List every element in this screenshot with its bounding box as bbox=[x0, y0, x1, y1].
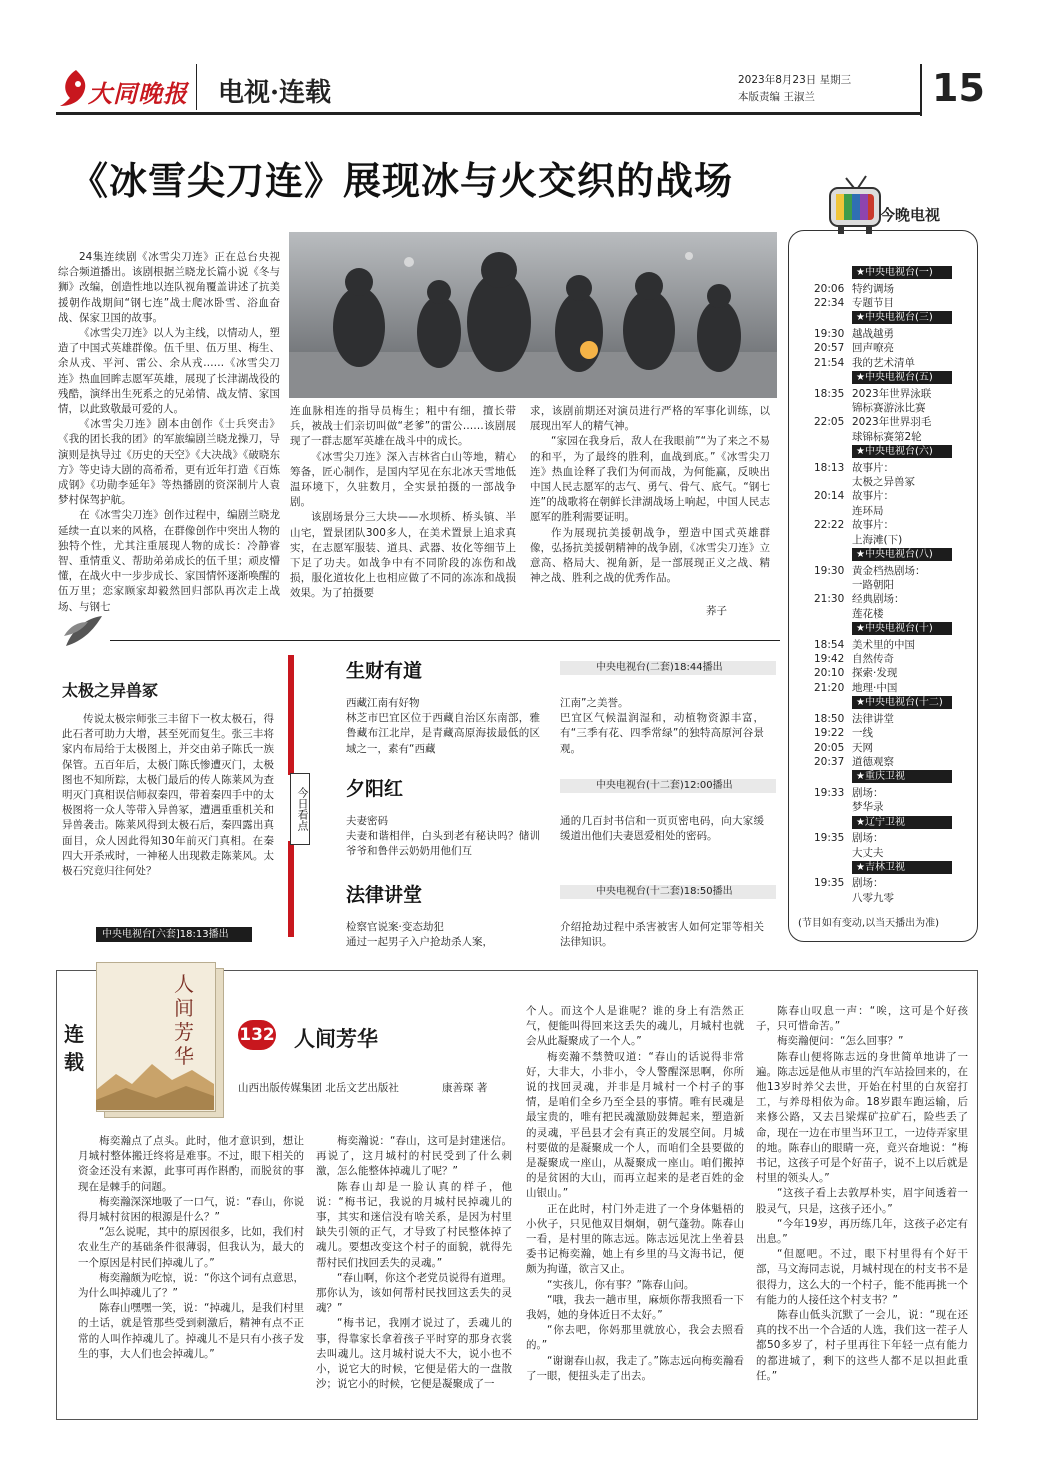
serial-paragraph: “实孩儿，你有事？”陈春山问。 bbox=[547, 1278, 695, 1291]
article-column-3 bbox=[530, 404, 770, 586]
serial-paragraph: 陈春山却是一脸认真的样子，他说：“梅书记，我说的月城村民掉魂儿的事，其实和迷信没有啥关系，是因为村里缺失引领的正气，才导致了村民整体掉了魂儿。要想改变这个村子的面貌，就得先帮村民们找回丢失的灵魂。” bbox=[316, 1180, 512, 1269]
serial-paragraph: “梅书记，我刚才说过了，丢魂儿的事，得靠家长拿着孩子平时穿的那身衣裳去叫魂儿。这月城村说大不大，说小也不小，说它大的时候，它便是偌大的一盘散沙；说它小的时候，它便是凝聚成了一 bbox=[316, 1317, 512, 1391]
serial-paragraph: 个人。而这个人是谁呢？谁的身上有浩然正气，便能叫得回来这丢失的魂儿，月城村也就会从此凝聚成了一个人。” bbox=[526, 1005, 744, 1048]
serial-paragraph: “今年19岁，再历练几年，这孩子必定有出息。” bbox=[756, 1217, 968, 1246]
schedule-time: 19:30 bbox=[814, 564, 845, 577]
schedule-channel-header: ★吉林卫视 bbox=[852, 861, 952, 874]
schedule-time: 21:20 bbox=[814, 681, 845, 694]
schedule-program: 锦标赛游泳比赛 bbox=[852, 401, 926, 414]
schedule-program: 剧场： bbox=[852, 786, 884, 799]
schedule-program: 美术里的中国 bbox=[852, 638, 915, 651]
article-byline: 荞子 bbox=[706, 605, 727, 617]
schedule-time: 18:35 bbox=[814, 387, 845, 400]
pick-text-2a: 夫妻密码 夫妻和谐相伴，白头到老有秘诀吗？储训爷爷和鲁伴云奶奶用他们互 bbox=[346, 815, 540, 858]
schedule-time: 20:37 bbox=[814, 755, 845, 768]
schedule-channel-header: ★中央电视台(十二) bbox=[852, 696, 952, 709]
schedule-time: 21:54 bbox=[814, 356, 845, 369]
drama-still-photo bbox=[289, 232, 777, 398]
page-number: 15 bbox=[932, 66, 985, 110]
article-title: 《冰雪尖刀连》展现冰与火交织的战场 bbox=[70, 158, 734, 203]
article-paragraph: 在《冰雪尖刀连》创作过程中，编剧兰晓龙延续一直以来的风格，在群像创作中突出人物的独特个性，尤其注重展现人物的成长：冷静睿智、重情重义、帮助弟弟成长的伍千里；顽皮懵懂，在战火中一步步成长、家国情怀逐渐唤醒的伍万里；恋家顾家却毅然回归部队再次走上战场、与钢七 bbox=[58, 509, 280, 613]
schedule-program: 连环局 bbox=[852, 504, 884, 517]
masthead-rule bbox=[56, 112, 920, 115]
serial-paragraph: “但愿吧。不过，眼下村里得有个好干部，马文海同志说，月城村现在的村支书不是很得力，这么大的一个村子，能不能再挑一个有能力的人接任这个村支书？” bbox=[756, 1248, 968, 1306]
serial-paragraph: 梅奕瀚说：“春山，这可是封建迷信。再说了，这月城村的村民受到了什么刺激，怎么能整体掉魂儿了呢？” bbox=[316, 1135, 512, 1178]
serial-paragraph: 陈春山叹息一声：“唉，这可是个好孩子，只可惜命苦。” bbox=[756, 1005, 968, 1033]
today-picks-label: 今日看点 bbox=[290, 773, 310, 845]
article-paragraph: 求，该剧前期还对演员进行严格的军事化训练，以展现出军人的精气神。 bbox=[530, 405, 770, 433]
serial-author: 康善琛 著 bbox=[442, 1082, 488, 1094]
logo-flame-icon bbox=[56, 68, 92, 108]
pick-title-2: 夕阳红 bbox=[346, 778, 404, 800]
schedule-program: 2023年世界羽毛 bbox=[852, 416, 932, 429]
today-picks-column-rule bbox=[288, 655, 310, 937]
schedule-program: 黄金档热剧场： bbox=[852, 564, 926, 577]
pick-title-1: 生财有道 bbox=[346, 660, 423, 682]
schedule-program: 梦华录 bbox=[852, 801, 884, 814]
schedule-time: 20:14 bbox=[814, 490, 845, 503]
serial-paragraph: “这孩子看上去敦厚朴实，眉宇间透着一股灵气，只是，这孩子还小。” bbox=[756, 1187, 968, 1215]
schedule-program: 太极之异兽冢 bbox=[852, 476, 915, 488]
article-paragraph: 24集连续剧《冰雪尖刀连》正在总台央视综合频道播出。该剧根据兰晓龙长篇小说《冬与狮》改编，创造性地以连队视角覆盖讲述了抗美援朝作战期间“钢七连”战士爬冰卧雪、浴血奋战、保家卫国的故事。 bbox=[58, 251, 280, 324]
schedule-time: 20:10 bbox=[814, 667, 845, 680]
schedule-program: 地理·中国 bbox=[852, 681, 898, 694]
schedule-program: 2023年世界泳联 bbox=[852, 387, 932, 400]
schedule-channel-header: ★中央电视台(十) bbox=[852, 622, 952, 635]
article-paragraph: 作为展现抗美援朝战争，塑造中国式英雄群像，弘扬抗美援朝精神的战争剧，《冰雪尖刀连》立意高、格局大、视角新，是一部展现正义之战、精神之战、胜利之战的优秀作品。 bbox=[530, 526, 770, 585]
schedule-channel-header: ★重庆卫视 bbox=[852, 770, 952, 783]
schedule-footnote: (节目如有变动,以当天播出为准) bbox=[798, 918, 939, 929]
pick-text-3a: 检察官说案·变态劫犯 通过一起男子入户抢劫杀人案， bbox=[346, 921, 493, 949]
serial-paragraph: “你去吧，你妈那里就放心，我会去照看的。” bbox=[526, 1324, 744, 1352]
schedule-time: 19:42 bbox=[814, 653, 845, 665]
schedule-program: 探索·发现 bbox=[852, 667, 898, 680]
schedule-time: 22:22 bbox=[814, 519, 845, 532]
schedule-program: 大丈夫 bbox=[852, 846, 884, 859]
article-paragraph: 《冰雪尖刀连》深入吉林省白山等地，精心筹备，匠心制作，是国内罕见在东北冰天雪地低温环境下，久驻数月，全实景拍摄的一部战争剧。 bbox=[290, 450, 516, 509]
schedule-time: 19:35 bbox=[814, 832, 845, 845]
serial-paragraph: 正在此时，村门外走进了一个身体魁梧的小伙子，只见他双目炯炯，朝气蓬勃。陈春山一看，是村里的陈志远。陈志远见沈上坐着县委书记梅奕瀚，她上有乡里的马文海书记，便颇为拘谨，欲言又止。 bbox=[526, 1202, 744, 1276]
schedule-channel-header: ★中央电视台(五) bbox=[852, 371, 952, 384]
section-title: 电视·连载 bbox=[218, 78, 332, 108]
serial-paragraph: 梅奕瀚不禁赞叹道：“春山的话说得非常好，大非大，小非小，令人警醒深思啊，你所说的找回灵魂，并非是月城村一个村子的事情，是咱们全乡乃至全县的事情。唯有民魂是最宝贵的，唯有把民魂激励鼓舞起来，塑造新的灵魂，平邑县才会有真正的发展空间。月城村要做的是凝聚成一个人，而咱们全县要做的是凝聚成一座山，从凝聚成一座山。咱们搬掉的是贫困的大山，而再立起来的是老百姓的金山银山。” bbox=[526, 1050, 744, 1200]
schedule-program: 剧场： bbox=[852, 832, 884, 845]
pick-text-1b: 江南”之美誉。 巴宜区气候温润湿和，动植物资源丰富，有“三季有花、四季常绿”的独特高原河谷景观。 bbox=[560, 697, 764, 755]
page-number-divider bbox=[920, 64, 922, 116]
taiji-airtime-bar: 中央电视台[六套]18:13播出 bbox=[96, 927, 252, 942]
schedule-channel-header: ★辽宁卫视 bbox=[852, 816, 952, 829]
schedule-program: 故事片： bbox=[852, 461, 894, 474]
serial-paragraph: 陈春山便将陈志远的身世简单地讲了一遍。陈志远是他从市里的汽车站捡回来的，在他13岁时养父去世，开始在村里的白灰窑打工，与养母相依为命。18岁跟车跑运输，后来修公路，又去吕梁煤矿拉矿石，险些丢了命，现在一边在市里当环卫工，一边侍弄家里的地。陈春山的眼睛一亮，竟兴奋地说：“梅书记，这孩子可是个好苗子，说不上以后就是村里的领头人。” bbox=[756, 1050, 968, 1185]
serial-column-1 bbox=[78, 1134, 304, 1362]
schedule-program: 莲花楼 bbox=[852, 607, 884, 620]
schedule-time: 21:30 bbox=[814, 593, 845, 606]
schedule-channel-header: ★中央电视台(六) bbox=[852, 445, 952, 458]
schedule-time: 19:35 bbox=[814, 877, 845, 890]
article-paragraph: 连血脉相连的指导员梅生；粗中有细，擅长带兵，被战士们亲切叫做“老爹”的雷公……该剧展现了一群志愿军英雄在战斗中的成长。 bbox=[290, 405, 516, 448]
serial-paragraph: 梅奕瀚便问：“怎么回事？” bbox=[777, 1035, 904, 1048]
episode-badge: 132 bbox=[238, 1020, 276, 1050]
article-column-2 bbox=[290, 404, 516, 602]
serial-paragraph: 陈春山低头沉默了一会儿，说：“现在还真的找不出一个合适的人选，我们这一茬子人都50多岁了，村子里再往下年轻一点有能力的都进城了，剩下的这些人都不足以担此重任。” bbox=[756, 1309, 968, 1382]
schedule-program: 球锦标赛第2轮 bbox=[852, 430, 922, 443]
schedule-program: 自然传奇 bbox=[852, 653, 894, 665]
schedule-time: 18:54 bbox=[814, 638, 845, 651]
schedule-program: 回声嘹亮 bbox=[852, 342, 894, 355]
schedule-channel-header: ★中央电视台(三) bbox=[852, 311, 952, 324]
serial-paragraph: 梅奕瀚深深地吸了一口气，说：“春山，你说得月城村贫困的根源是什么？” bbox=[78, 1195, 304, 1224]
article-paragraph: “家园在我身后，敌人在我眼前”“为了来之不易的和平，为了最终的胜利，血战到底。”《冰雪尖刀连》热血诠释了我们为何而战，为何能赢，反映出中国人民志愿军的志气、勇气、骨气、底气。“钢七连”的战歌将在朝鲜长津湖战场上响起，中国人民志愿军的胜利需要证明。 bbox=[530, 435, 770, 524]
schedule-time: 18:50 bbox=[814, 712, 845, 725]
schedule-program: 天网 bbox=[852, 741, 873, 754]
schedule-time: 18:13 bbox=[814, 461, 845, 474]
book-cover bbox=[96, 962, 234, 1118]
schedule-program: 故事片： bbox=[852, 519, 894, 532]
serial-paragraph: 梅奕瀚颇为吃惊，说：“你这个词有点意思，为什么叫掉魂儿了？” bbox=[78, 1271, 304, 1300]
masthead-divider bbox=[196, 64, 197, 110]
schedule-program: 剧场： bbox=[852, 877, 884, 890]
schedule-time: 20:05 bbox=[814, 741, 845, 754]
logo-text: 大同晚报 bbox=[88, 79, 188, 108]
serial-paragraph: “谢谢春山叔，我走了。”陈志远向梅奕瀚看了一眼，便扭头走了出去。 bbox=[526, 1354, 744, 1382]
soldiers-charge-illustration bbox=[289, 232, 777, 398]
schedule-time: 22:34 bbox=[814, 296, 845, 309]
taiji-paragraph: 传说太极宗师张三丰留下一枚太极石，得此石者可助力大增，甚至死而复生。张三丰将家内布局给于太极图上，并交由弟子陈氏一族保管。五百年后，太极门陈氏惨遭灭门，太极图也不知所踪，太极门最后的传人陈莱风为查明灭门真相误信师叔秦四，带着秦四手中的太极图将一众人等带入异兽冢，遭遇重重机关和异兽袭击。陈莱风得到太极石后，秦四露出真面目，众人因此得知30年前灭门真相。在秦四大开杀戒时，一神秘人出现救走陈莱风。太极石究竟归往何处？ bbox=[62, 713, 274, 878]
schedule-program: 八零九零 bbox=[852, 891, 894, 904]
schedule-program: 上海滩(下) bbox=[852, 533, 903, 546]
leaf-ornament-icon bbox=[62, 612, 106, 650]
schedule-time: 20:06 bbox=[814, 282, 845, 295]
schedule-channel-header: ★中央电视台(八) bbox=[852, 548, 952, 561]
editor-credit: 本版责编 王淑兰 bbox=[738, 91, 815, 103]
serial-publisher: 山西出版传媒集团 北岳文艺出版社 bbox=[238, 1082, 399, 1094]
taiji-body bbox=[62, 712, 274, 879]
pick-text-1a: 西藏江南有好物 林芝市巴宜区位于西藏自治区东南部，雅鲁藏布江北岸，是青藏高原海拔最低的区域之一，素有“西藏 bbox=[346, 697, 540, 755]
schedule-program: 专题节目 bbox=[852, 296, 894, 309]
article-paragraph: 《冰雪尖刀连》以人为主线，以情动人，塑造了中国式英雄群像。伍千里、伍万里、梅生、余从戎、平河、雷公、余从戎……《冰雪尖刀连》热血回眸志愿军英雄，展现了长津湖战役的残酷，演绎出生死系之的兄弟情、战友情、家国情，以此致敬最可爱的人。 bbox=[58, 327, 280, 416]
schedule-time: 22:05 bbox=[814, 416, 845, 429]
issue-date: 2023年8月23日 星期三 bbox=[738, 74, 852, 86]
newspaper-logo bbox=[56, 66, 192, 110]
pick-airtime-bar-2: 中央电视台(十二套)12:00播出 bbox=[560, 779, 776, 793]
serial-paragraph: 梅奕瀚点了点头。此时，他才意识到，想让月城村整体搬迁终将是难事。不过，眼下相关的资金还没有来源，此事可再作斟酌，而脱贫的事现在是棘手的问题。 bbox=[78, 1135, 304, 1193]
schedule-program: 特约调场 bbox=[852, 282, 894, 295]
serial-column-4 bbox=[756, 1004, 968, 1384]
schedule-channel-header: ★中央电视台(一) bbox=[852, 266, 952, 279]
article-paragraph: 《冰雪尖刀连》剧本由创作《士兵突击》《我的团长我的团》的军旅编剧兰晓龙操刀，导演则是执导过《历史的天空》《大决战》《破晓东方》等史诗大剧的高希希，更有近年打造《百炼成钢》《功勋李延年》等热播剧的资深制片人袁梦村保驾护航。 bbox=[58, 418, 280, 507]
pick-title-3: 法律讲堂 bbox=[346, 884, 423, 906]
serial-label: 连载 bbox=[64, 1022, 84, 1074]
serial-paragraph: “春山啊，你这个老党员说得有道理。那你认为，该如何帮村民找回这丢失的灵魂？” bbox=[316, 1271, 512, 1315]
schedule-program: 经典剧场： bbox=[852, 593, 905, 606]
schedule-time: 19:33 bbox=[814, 786, 845, 799]
tv-set-icon bbox=[820, 168, 890, 238]
schedule-program: 越战越勇 bbox=[852, 327, 894, 340]
schedule-program: 故事片： bbox=[852, 490, 894, 503]
serial-paragraph: “哦，我去一趟市里，麻烦你帮我照看一下我妈，她的身体近日不太好。” bbox=[526, 1293, 744, 1322]
section-rule bbox=[110, 640, 780, 641]
schedule-program: 一线 bbox=[852, 727, 873, 740]
serial-paragraph: “怎么说呢，其中的原因很多，比如，我们村农业生产的基础条件很薄弱，但我认为，最大的一个原因是村民们掉魂儿了。” bbox=[78, 1226, 304, 1269]
pick-text-3b: 介绍抢劫过程中杀害被害人如何定罪等相关法律知识。 bbox=[560, 921, 764, 949]
schedule-heading: 今晚电视 bbox=[880, 206, 941, 224]
schedule-program: 一路朝阳 bbox=[852, 578, 894, 591]
schedule-time: 20:57 bbox=[814, 342, 845, 355]
serial-column-2 bbox=[316, 1134, 512, 1392]
book-cover-title: 人间芳华 bbox=[174, 972, 194, 1068]
schedule-time: 19:30 bbox=[814, 327, 845, 340]
pick-airtime-bar-3: 中央电视台(十二套)18:50播出 bbox=[560, 885, 776, 899]
serial-title: 人间芳华 bbox=[294, 1026, 378, 1051]
taiji-title: 太极之异兽冢 bbox=[62, 681, 159, 700]
serial-paragraph: 陈春山嘿嘿一笑，说：“掉魂儿，是我们村里的土话，就是管那些受到刺激后，精神有点不正常的人叫作掉魂儿了。掉魂儿不是只有小孩子发生的事，大人们也会掉魂儿。” bbox=[78, 1302, 304, 1360]
serial-column-3 bbox=[526, 1004, 744, 1384]
schedule-program: 我的艺术清单 bbox=[852, 356, 915, 369]
pick-text-2b: 通的几百封书信和一页页密电码，向大家缓缓道出他们夫妻恩爱相处的密码。 bbox=[560, 815, 764, 843]
schedule-program: 法律讲堂 bbox=[852, 712, 894, 725]
article-paragraph: 该剧场景分三大块——水坝桥、桥头镇、半山宅，置景团队300多人，在美术置景上追求真实，在志愿军服装、道具、武器、妆化等细节上下足了功夫。如战争中有不同阶段的冻伤和战损，服化道妆化上也相应做了不同的冻冻和战损效果。为了拍摄要 bbox=[290, 511, 516, 600]
schedule-program: 道德观察 bbox=[852, 755, 894, 768]
schedule-time: 19:22 bbox=[814, 727, 845, 740]
article-column-1 bbox=[58, 250, 280, 615]
pick-airtime-bar-1: 中央电视台(二套)18:44播出 bbox=[560, 661, 776, 675]
